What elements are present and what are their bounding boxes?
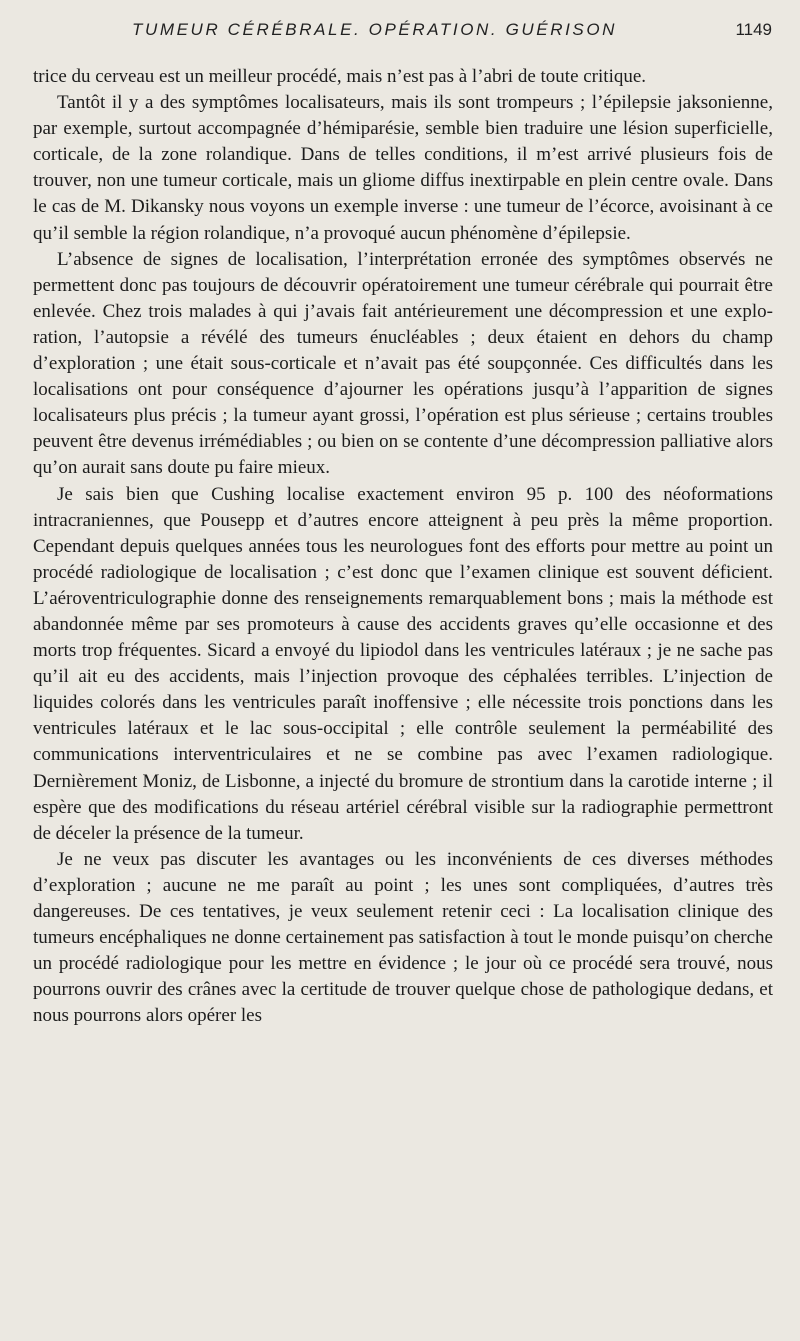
- paragraph-methodes-exploration: Je ne veux pas discuter les avantages ou les inconvénients de ces diverses méthodes d’exploration ; aucune ne me paraît au point ; les unes sont compliquées, d’autres très dangereuses. De ces tentatives, je veux seulement retenir ceci : La localisation clinique des tumeurs encéphaliques ne donne certainement pas satisfaction à tout le monde puisqu’on cherche un procédé radiologique pour les mettre en évidence ; le jour où ce procédé sera trouvé, nous pourrons ouvrir des crânes avec la certitude de trouver quelque chose de pathologique dedans, et nous pourrons alors opérer les: [33, 848, 773, 1027]
- body-text: [33, 64, 773, 1029]
- paragraph-symptomes-localisateurs: Tantôt il y a des symptômes localisateurs, mais ils sont trompeurs ; l’épilepsie jaksonienne, par exemple, surtout accompagnée d’hémiparésie, semble bien traduire une lésion superficielle, corticale, de la zone rolandique. Dans de telles conditions, il m’est arrivé plusieurs fois de trouver, non une tumeur corticale, mais un gliome diffus inextirpable en plein centre ovale. Dans le cas de M. Dikansky nous voyons un exemple inverse : une tumeur de l’écorce, avoisinant à ce qu’il semble la région rolandique, n’a provoqué aucun phénomène d’épilepsie.: [33, 92, 773, 244]
- running-header: [32, 20, 772, 46]
- paragraph-cushing: Je sais bien que Cushing localise exactement environ 95 p. 100 des néoformations intracraniennes, que Pousepp et d’autres encore atteignent à peu près la même proportion. Cependant depuis quelques années tous les neurologues font des efforts pour mettre au point un procédé radiologique de localisation ; c’est donc que l’examen clinique est souvent déficient. L’aéroventriculographie donne des renseignements remarquablement bons ; mais la méthode est abandonnée même par ses promoteurs à cause des accidents graves qu’elle occasionne et des morts trop fréquentes. Sicard a envoyé du lipiodol dans les ventricules latéraux ; je ne sache pas qu’il ait eu des accidents, mais l’injection provoque des céphalées terribles. L’injection de liquides colorés dans les ventricules paraît inoffensive ; elle nécessite trois ponctions dans les ventricules latéraux et le lac sous-occipital ; elle contrôle seulement la perméabilité des communications interventriculaires et ne se combine pas avec l’examen radiologique. Dernièrement Moniz, de Lisbonne, a injecté du bromure de strontium dans la carotide interne ; il espère que des modifications du réseau artériel cérébral visible sur la radiographie permettront de déceler la présence de la tumeur.: [33, 483, 773, 844]
- paragraph-continuation: trice du cerveau est un meilleur procédé, mais n’est pas à l’abri de toute critique.: [33, 66, 647, 87]
- page-number: 1149: [735, 20, 772, 39]
- running-title: TUMEUR CÉRÉBRALE. OPÉRATION. GUÉRISON: [132, 20, 618, 39]
- paragraph-absence-de-signes: L’absence de signes de localisation, l’interprétation erronée des symptômes observés ne permettent donc pas toujours de découvrir opératoirement une tumeur cérébrale qui pourrait être enlevée. Chez trois malades à qui j’avais fait antérieurement une décompression et une exploration, l’autopsie a révélé des tumeurs énucléables ; deux étaient en dehors du champ d’exploration ; une était sous-corticale et n’avait pas été soupçonnée. Ces difficultés dans les localisations ont pour conséquence d’ajourner les opérations jusqu’à l’apparition de signes localisateurs plus précis ; la tumeur ayant grossi, l’opération est plus sérieuse ; certains troubles peuvent être devenus irrémédiables ; ou bien on se contente d’une décompression palliative alors qu’on aurait sans doute pu faire mieux.: [33, 248, 773, 479]
